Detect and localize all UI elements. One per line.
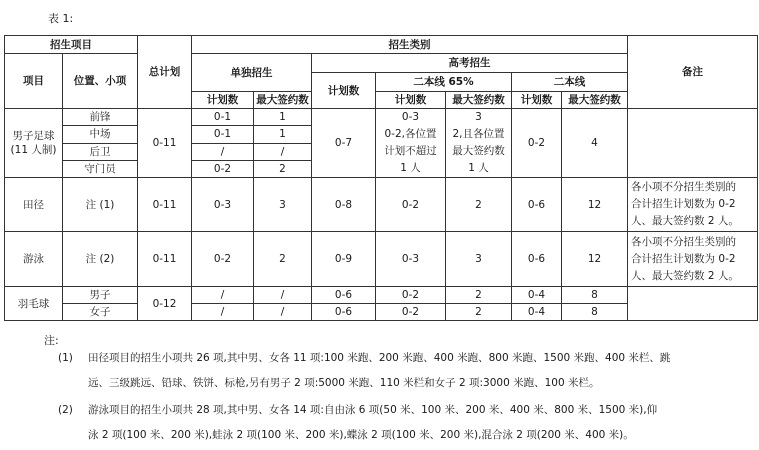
header-solo-plan: 计划数 xyxy=(192,92,254,109)
badminton-l65-max: 2 xyxy=(446,304,512,321)
athletics-remark: 各小项不分招生类别的 合计招生计划数为 0-2 人、最大签约数 2 人。 xyxy=(628,178,758,232)
header-recruit-category: 招生类别 xyxy=(192,36,628,54)
header-item: 项目 xyxy=(5,54,63,109)
athletics-solo-plan: 0-3 xyxy=(192,178,254,232)
athletics-l65-plan: 0-2 xyxy=(376,178,446,232)
football-l2-plan: 0-2 xyxy=(512,109,562,178)
badminton-name: 羽毛球 xyxy=(5,287,63,321)
note-item xyxy=(58,346,748,396)
badminton-l65-max: 2 xyxy=(446,287,512,304)
table-row xyxy=(5,178,758,232)
badminton-solo-plan: / xyxy=(192,304,254,321)
athletics-position: 注 (1) xyxy=(63,178,138,232)
header-l65-plan: 计划数 xyxy=(376,92,446,109)
swimming-solo-plan: 0-2 xyxy=(192,232,254,287)
football-solo-max: / xyxy=(254,143,312,160)
football-solo-plan: / xyxy=(192,143,254,160)
football-solo-plan: 0-1 xyxy=(192,126,254,143)
football-total: 0-11 xyxy=(138,109,192,178)
athletics-solo-max: 3 xyxy=(254,178,312,232)
athletics-gaokao-plan: 0-8 xyxy=(312,178,376,232)
badminton-l2-plan: 0-4 xyxy=(512,304,562,321)
athletics-l2-max: 12 xyxy=(562,178,628,232)
note-line: 远、三级跳远、铅球、铁饼、标枪,另有男子 2 项:5000 米跑、110 米栏和女子 2 项:3000 米跑、100 米栏。 xyxy=(88,377,600,389)
badminton-l65-plan: 0-2 xyxy=(376,287,446,304)
football-l65-plan: 0-3 0-2,各位置 计划不超过 1 人 xyxy=(376,109,446,178)
football-l65-max: 3 2,且各位置 最大签约数 1 人 xyxy=(446,109,512,178)
swimming-solo-max: 2 xyxy=(254,232,312,287)
table-row xyxy=(5,287,758,304)
swimming-total: 0-11 xyxy=(138,232,192,287)
football-l2-max: 4 xyxy=(562,109,628,178)
badminton-gaokao-plan: 0-6 xyxy=(312,287,376,304)
badminton-total: 0-12 xyxy=(138,287,192,321)
badminton-solo-max: / xyxy=(254,287,312,304)
header-gaokao: 高考招生 xyxy=(312,54,628,73)
header-l2-plan: 计划数 xyxy=(512,92,562,109)
recruitment-table xyxy=(4,35,758,321)
swimming-l2-max: 12 xyxy=(562,232,628,287)
swimming-position: 注 (2) xyxy=(63,232,138,287)
football-solo-max: 2 xyxy=(254,160,312,177)
athletics-l65-max: 2 xyxy=(446,178,512,232)
swimming-l65-plan: 0-3 xyxy=(376,232,446,287)
table-row xyxy=(5,109,758,126)
note-line: 游泳项目的招生小项共 28 项,其中男、女各 14 项:自由泳 6 项(50 米、100 米、200 米、400 米、800 米、1500 米),仰 xyxy=(88,404,658,416)
football-position: 前锋 xyxy=(63,109,138,126)
notes-title: 注: xyxy=(44,334,59,347)
header-solo: 单独招生 xyxy=(192,54,312,92)
football-position: 中场 xyxy=(63,126,138,143)
football-solo-plan: 0-1 xyxy=(192,109,254,126)
football-remark xyxy=(628,109,758,178)
badminton-solo-plan: / xyxy=(192,287,254,304)
header-remark: 备注 xyxy=(628,36,758,109)
header-line2: 二本线 xyxy=(512,73,628,92)
header-recruit-item: 招生项目 xyxy=(5,36,138,54)
note-line: 泳 2 项(100 米、200 米),蛙泳 2 项(100 米、200 米),蝶泳 2 项(100 米、200 米),混合泳 2 项(200 米、400 米)。 xyxy=(88,429,634,441)
header-solo-max: 最大签约数 xyxy=(254,92,312,109)
badminton-l2-max: 8 xyxy=(562,304,628,321)
badminton-solo-max: / xyxy=(254,304,312,321)
table-caption: 表 1: xyxy=(48,12,74,25)
note-number: (2) xyxy=(58,404,73,416)
swimming-name: 游泳 xyxy=(5,232,63,287)
football-position: 后卫 xyxy=(63,143,138,160)
football-solo-plan: 0-2 xyxy=(192,160,254,177)
football-gaokao-plan: 0-7 xyxy=(312,109,376,178)
swimming-gaokao-plan: 0-9 xyxy=(312,232,376,287)
football-solo-max: 1 xyxy=(254,126,312,143)
badminton-l2-max: 8 xyxy=(562,287,628,304)
header-row-1 xyxy=(5,36,758,54)
header-l2-max: 最大签约数 xyxy=(562,92,628,109)
badminton-l65-plan: 0-2 xyxy=(376,304,446,321)
swimming-l2-plan: 0-6 xyxy=(512,232,562,287)
football-position: 守门员 xyxy=(63,160,138,177)
header-position: 位置、小项 xyxy=(63,54,138,109)
header-total-plan: 总计划 xyxy=(138,36,192,109)
football-solo-max: 1 xyxy=(254,109,312,126)
athletics-total: 0-11 xyxy=(138,178,192,232)
header-line2-65: 二本线 65% xyxy=(376,73,512,92)
note-number: (1) xyxy=(58,352,73,364)
note-line: 田径项目的招生小项共 26 项,其中男、女各 11 项:100 米跑、200 米跑、400 米跑、800 米跑、1500 米跑、400 米栏、跳 xyxy=(88,352,671,364)
badminton-remark xyxy=(628,287,758,321)
athletics-l2-plan: 0-6 xyxy=(512,178,562,232)
football-name: 男子足球 (11 人制) xyxy=(5,109,63,178)
header-gaokao-plan: 计划数 xyxy=(312,73,376,109)
badminton-l2-plan: 0-4 xyxy=(512,287,562,304)
athletics-name: 田径 xyxy=(5,178,63,232)
swimming-remark: 各小项不分招生类别的 合计招生计划数为 0-2 人、最大签约数 2 人。 xyxy=(628,232,758,287)
table-row xyxy=(5,232,758,287)
badminton-gaokao-plan: 0-6 xyxy=(312,304,376,321)
badminton-position: 女子 xyxy=(63,304,138,321)
header-l65-max: 最大签约数 xyxy=(446,92,512,109)
swimming-l65-max: 3 xyxy=(446,232,512,287)
note-item xyxy=(58,398,748,448)
badminton-position: 男子 xyxy=(63,287,138,304)
